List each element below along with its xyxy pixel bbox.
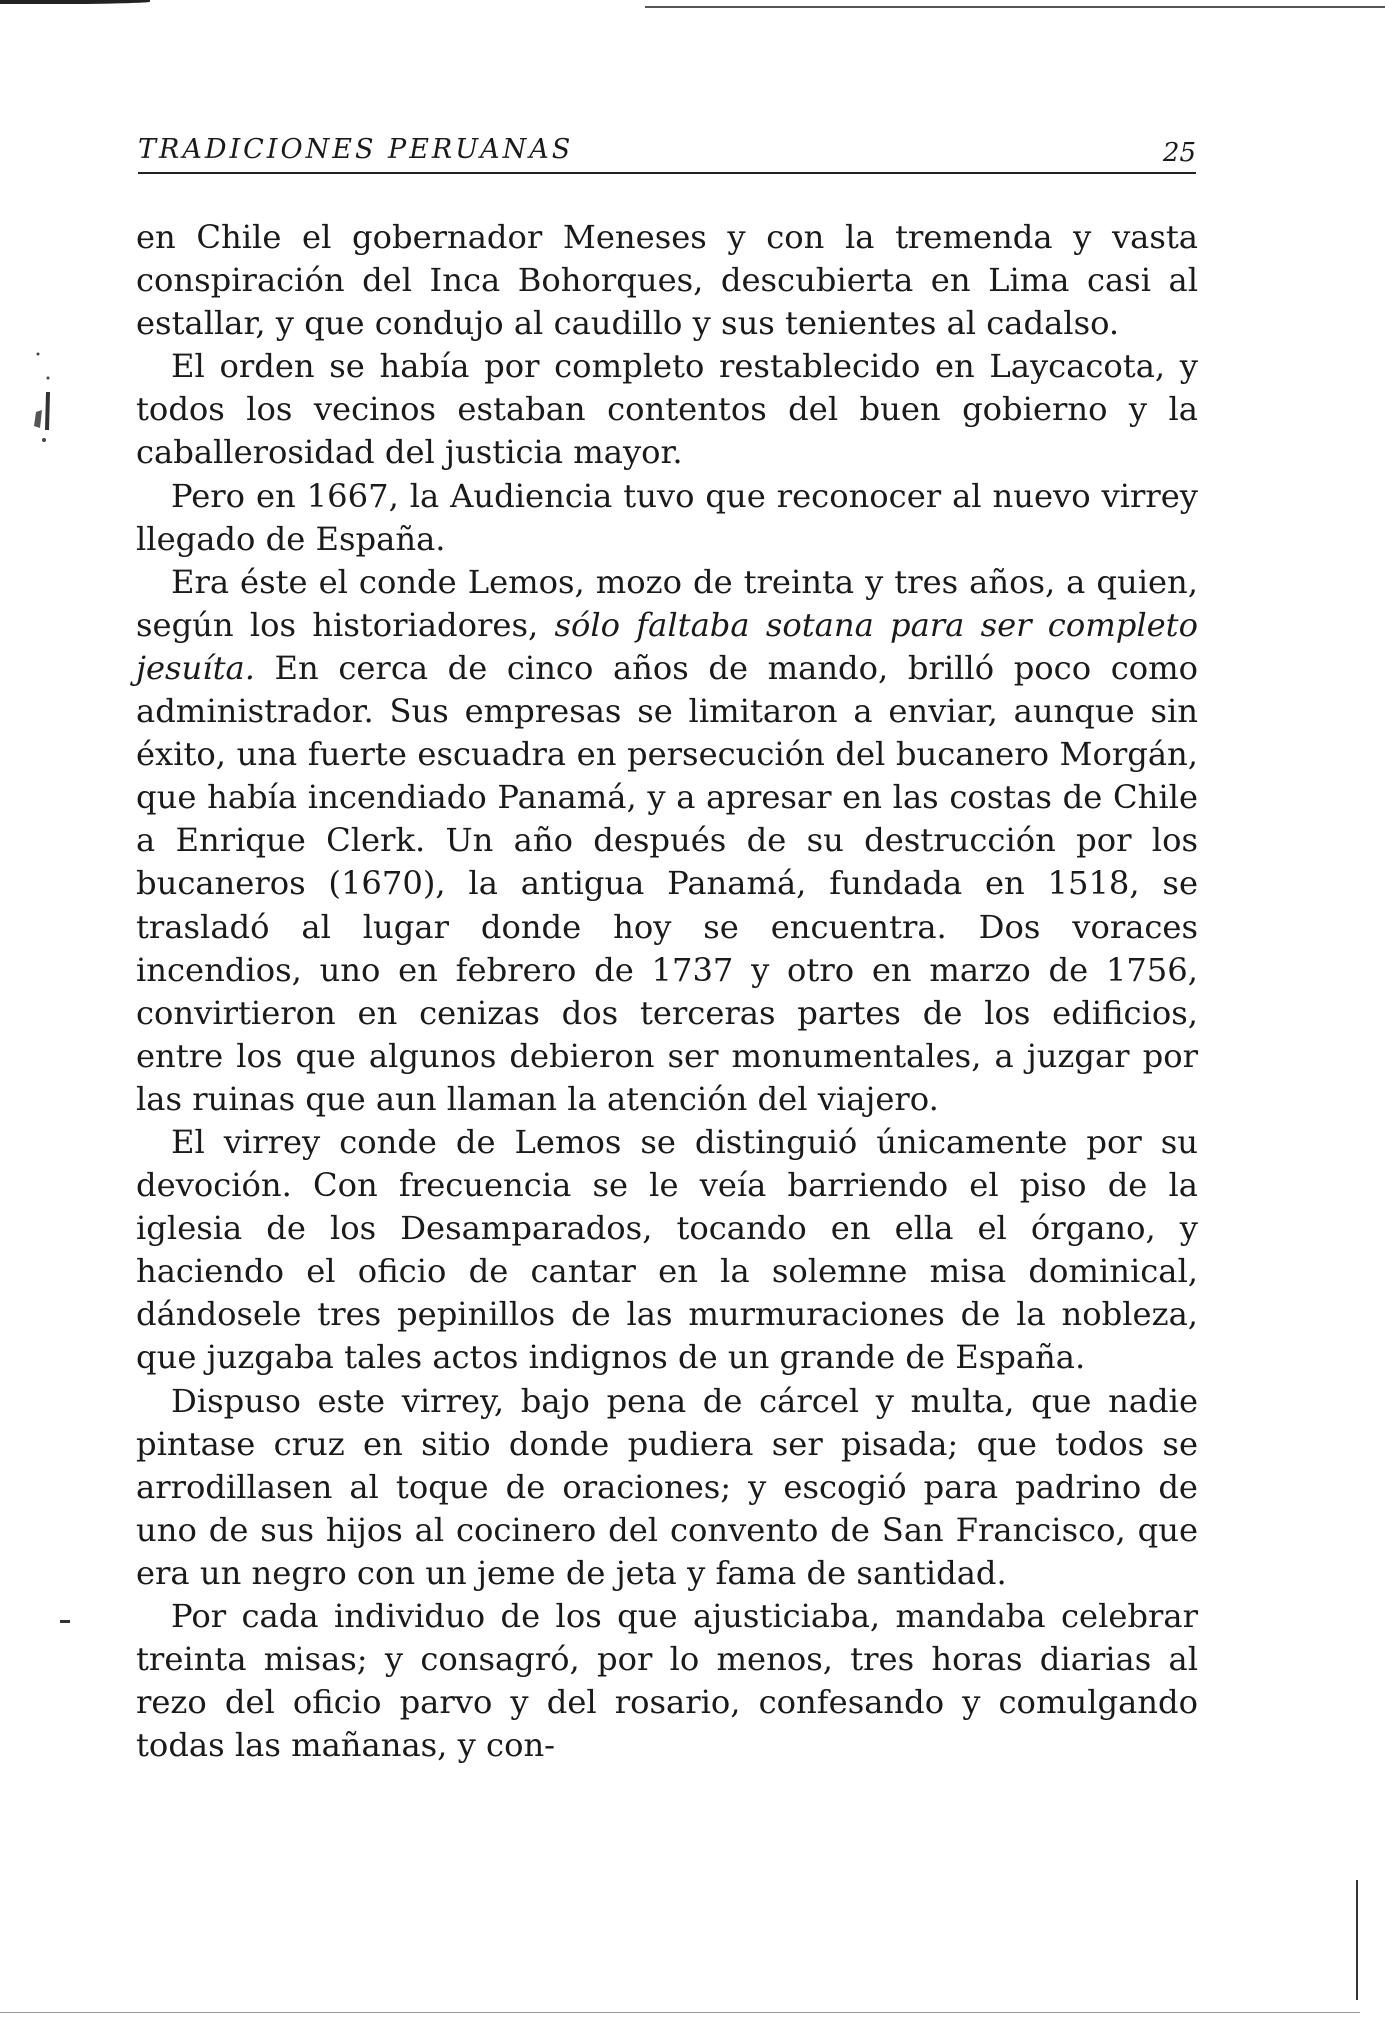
right-scan-edge <box>1356 1880 1358 2000</box>
top-left-scan-edge <box>0 0 150 4</box>
lemos-rest-text: En cerca de cinco años de mando, brilló poco como administrador. Sus empresas se limitaron a enviar, aunque sin éxito, una fuerte escuadra en persecución del bucanero Morgán, que había incendiado Panamá, y a apresar en las costas de Chile a Enrique Clerk. Un año después de su destrucción por los bucaneros (1670), la antigua Panamá, fundada en 1518, se trasladó al lugar donde hoy se encuentra. Dos voraces incendios, uno en febrero de 1737 y otro en marzo de 1756, convirtieron en cenizas dos terceras partes de los edificios, entre los que algunos debieron ser monumentales, a juzgar por las ruinas que aun llaman la atención del viajero. <box>136 648 1198 1118</box>
running-header <box>138 128 1196 174</box>
paragraph-continuation: en Chile el gobernador Meneses y con la tremenda y vasta conspiración del Inca Bohorques, descubierta en Lima casi al estallar, y que condujo al caudillo y sus tenientes al cadalso. <box>136 218 1198 343</box>
body-text <box>136 216 1198 1767</box>
margin-ink-marks <box>28 350 58 460</box>
paragraph-audiencia: Pero en 1667, la Audiencia tuvo que reconocer al nuevo virrey llegado de España. <box>136 476 1198 558</box>
bottom-scan-edge <box>0 2012 1360 2013</box>
page-number: 25 <box>1162 138 1196 168</box>
margin-dash <box>60 1620 70 1623</box>
top-right-scan-edge <box>645 6 1385 8</box>
lemos-lead-text: Era éste el conde Lemos, mozo de treinta y tres años, a quien, según los historiadores, <box>136 562 1198 644</box>
paragraph-conde-lemos <box>136 561 1198 1121</box>
lemos-italic-quote: sólo faltaba sotana para ser completo jesuíta. <box>136 605 1198 687</box>
paragraph-devocion: El virrey conde de Lemos se distinguió únicamente por su devoción. Con frecuencia se le veía barriendo el piso de la iglesia de los Desamparados, tocando en ella el órgano, y haciendo el oficio de cantar en la solemne misa dominical, dándosele tres pepinillos de las murmuraciones de la nobleza, que juzgaba tales actos indignos de un grande de España. <box>136 1122 1198 1377</box>
paragraph-ajusticiaba: Por cada individuo de los que ajusticiaba, mandaba celebrar treinta misas; y consagró, por lo menos, tres horas diarias al rezo del oficio parvo y del rosario, confesando y comulgando todas las mañanas, y con- <box>136 1597 1198 1765</box>
paragraph-laycacota: El orden se había por completo restablecido en Laycacota, y todos los vecinos estaban contentos del buen gobierno y la caballerosidad del justicia mayor. <box>136 347 1198 472</box>
book-title: TRADICIONES PERUANAS <box>138 134 574 165</box>
paragraph-dispuso: Dispuso este virrey, bajo pena de cárcel y multa, que nadie pintase cruz en sitio donde pudiera ser pisada; que todos se arrodillasen al toque de oraciones; y escogió para padrino de uno de sus hijos al cocinero del convento de San Francisco, que era un negro con un jeme de jeta y fama de santidad. <box>136 1381 1198 1592</box>
